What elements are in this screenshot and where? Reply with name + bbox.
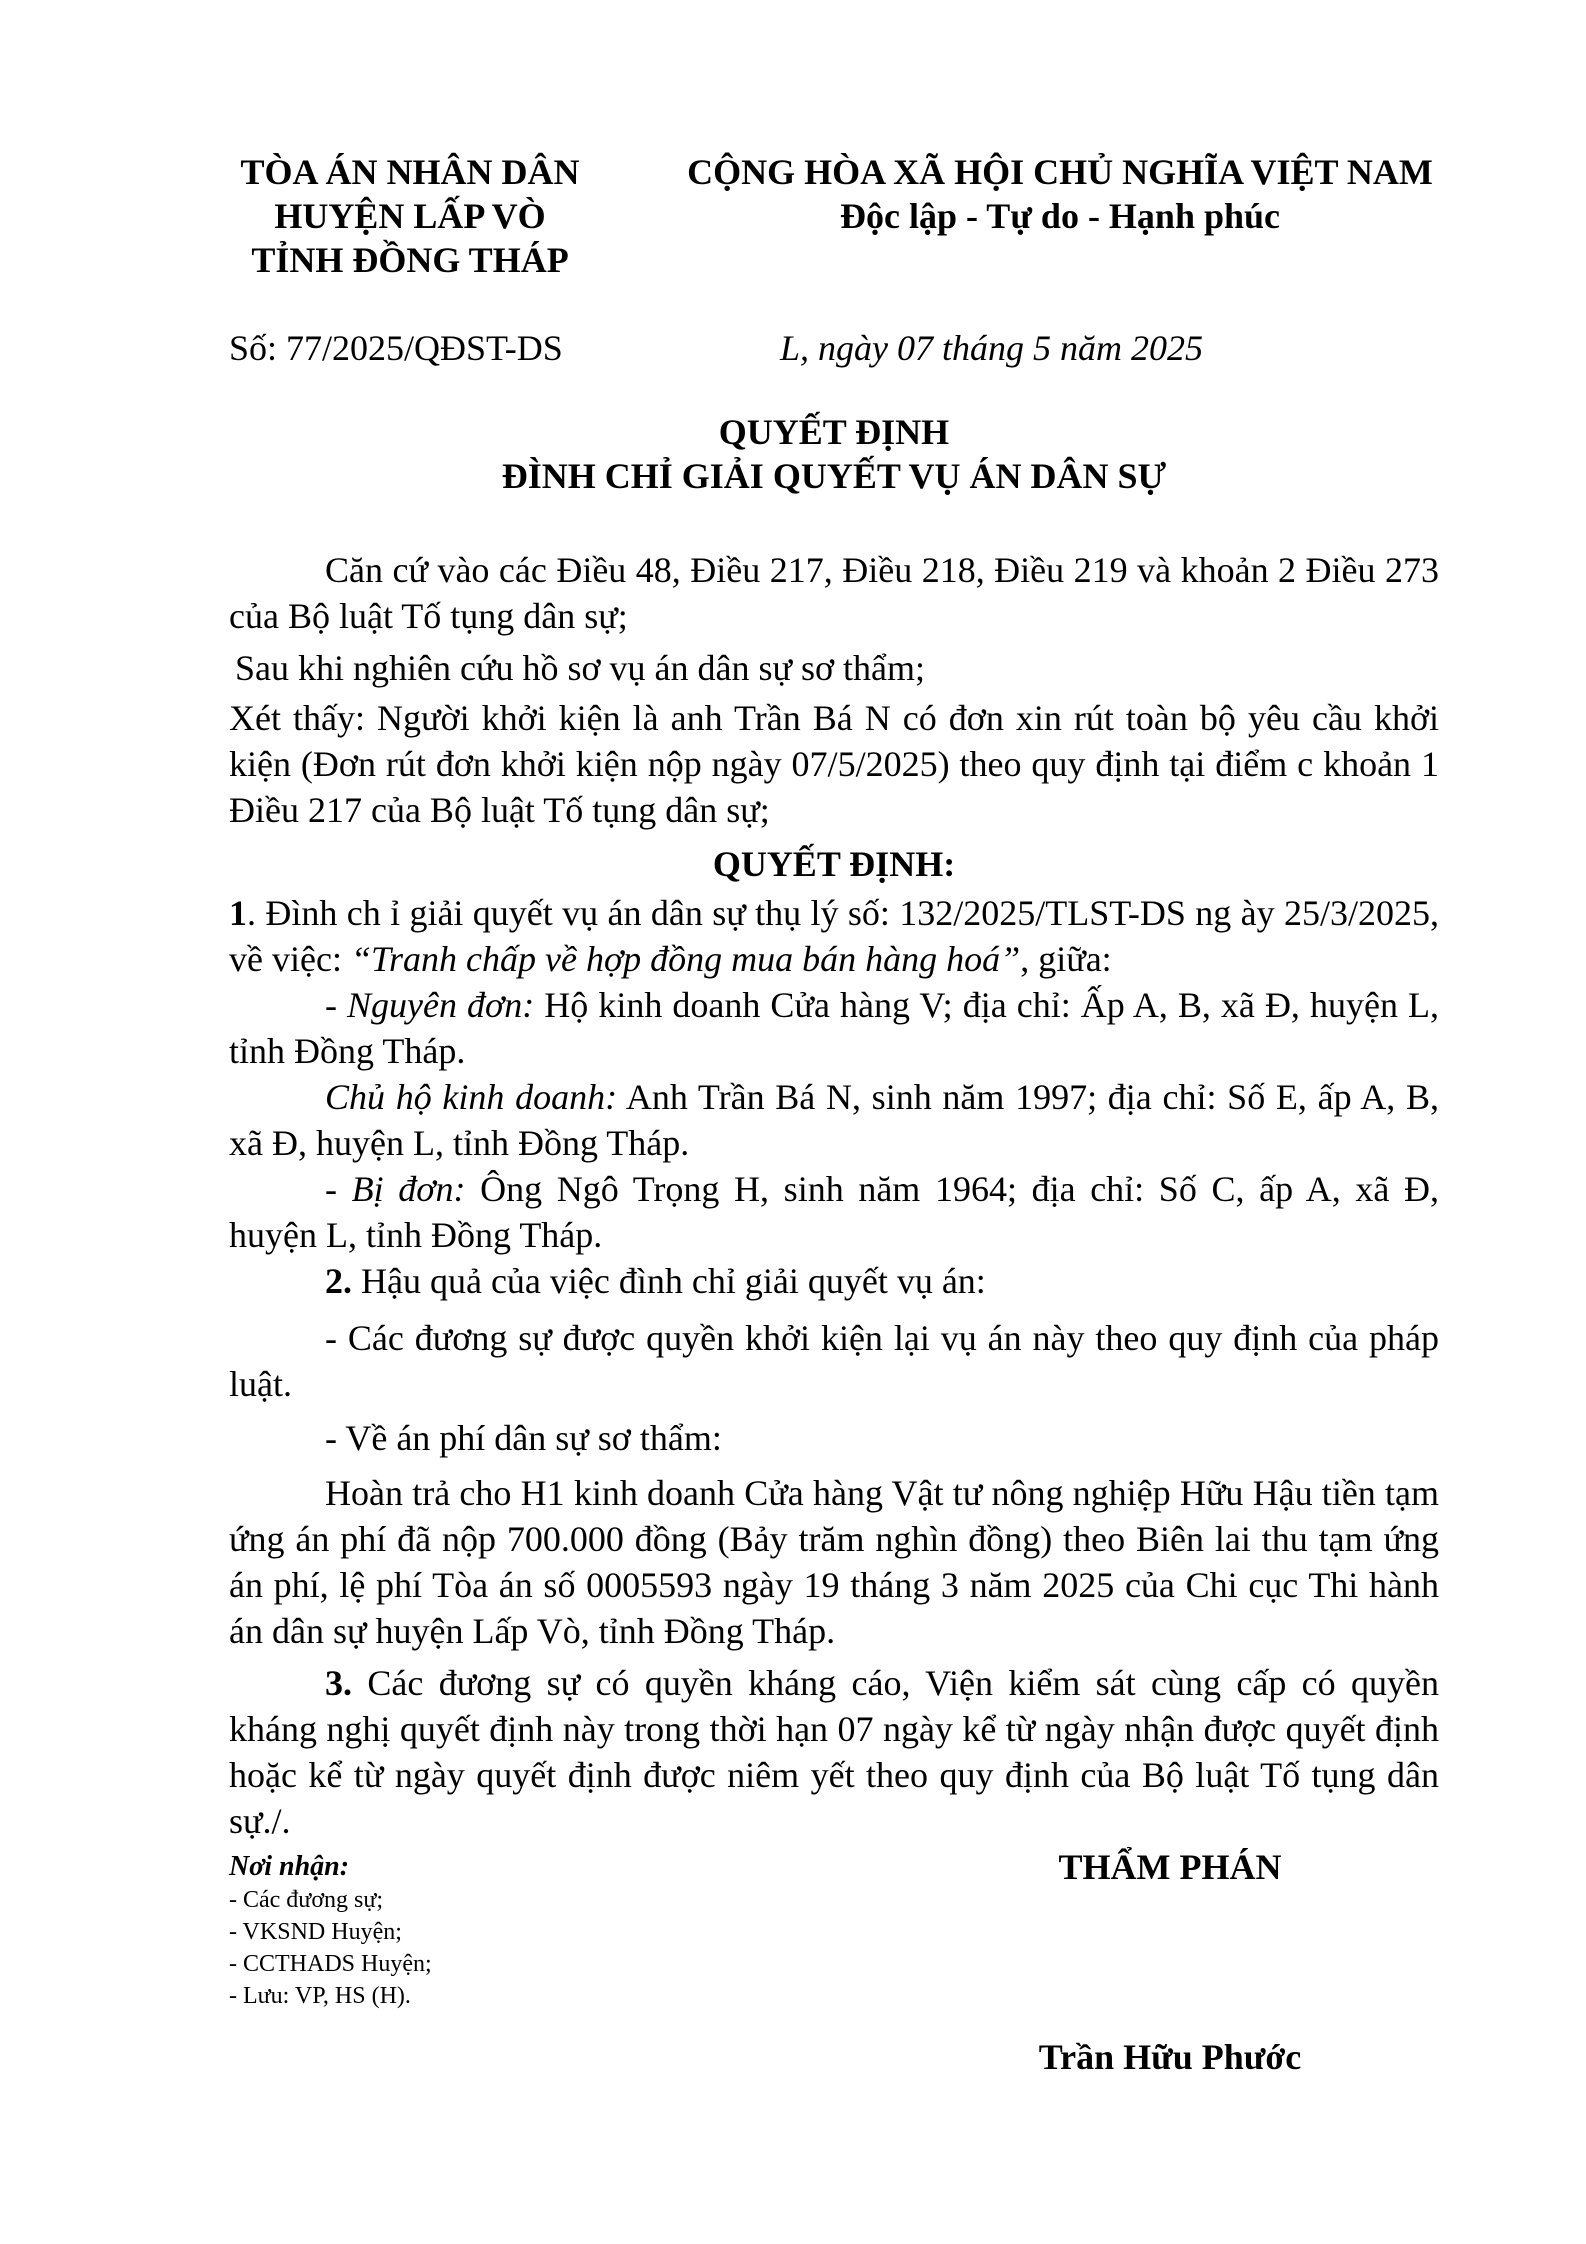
document-title — [229, 410, 1439, 498]
plaintiff-paragraph: - Nguyên đơn: Hộ kinh doanh Cửa hàng V; địa chỉ: Ấp A, B, xã Đ, huyện L, tỉnh Đồng Tháp. — [229, 985, 1439, 1071]
item-2-number: 2. — [325, 1261, 352, 1301]
owner-text: Anh Trần Bá N, sinh năm 1997; địa chỉ: Số E, ấp A, B, xã Đ, huyện L, tỉnh Đồng Tháp. — [229, 1077, 1440, 1163]
owner-label: Chủ hộ kinh doanh: — [325, 1077, 618, 1117]
defendant-text: Ông Ngô Trọng H, sinh năm 1964; địa chỉ: Số C, ấp A, xã Đ, huyện L, tỉnh Đồng Tháp. — [229, 1169, 1439, 1255]
recipients-heading: Nơi nhận: — [229, 1851, 350, 1882]
recipients-block — [229, 1850, 432, 2012]
national-motto-block — [660, 150, 1460, 238]
plaintiff-label: Nguyên đơn: — [347, 985, 535, 1025]
defendant-label: Bị đơn: — [351, 1169, 466, 1209]
decision-item-2 — [229, 1258, 1439, 1304]
court-name-line3: TỈNH ĐỒNG THÁP — [251, 240, 569, 280]
court-name-line2: HUYỆN LẤP VÒ — [274, 196, 546, 236]
plaintiff-text: Hộ kinh doanh Cửa hàng V; địa chỉ: Ấp A, B, xã Đ, huyện L, tỉnh Đồng Tháp. — [229, 985, 1439, 1071]
recipient-item: - VKSND Huyện; — [229, 1919, 402, 1945]
owner-paragraph — [229, 1074, 1439, 1166]
item-2-sub1: - Các đương sự được quyền khởi kiện lại vụ án này theo quy định của pháp luật. — [229, 1318, 1439, 1404]
item-3-text: Các đương sự có quyền kháng cáo, Viện kiểm sát cùng cấp có quyền kháng nghị quyết định này trong thời hạn 07 ngày kể từ ngày nhận được quyết định hoặc kể từ ngày quyết định được niêm yết theo quy định của Bộ luật Tố tụng dân sự./. — [229, 1663, 1439, 1841]
document-number: Số: 77/2025/QĐST-DS — [229, 328, 563, 368]
item-3-number: 3. — [325, 1663, 352, 1703]
item-1-text: . Đình ch ỉ giải quyết vụ án dân sự thụ lý số: 132/2025/TLST-DS ng ày 25/3/2025, về việc: — [229, 893, 1439, 979]
document-date: L, ngày 07 tháng 5 năm 2025 — [780, 328, 1203, 368]
recipient-item: - CCTHADS Huyện; — [229, 1951, 432, 1977]
decision-heading: QUYẾT ĐỊNH: — [712, 844, 956, 884]
signature-name: Trần Hữu Phước — [1038, 2037, 1302, 2077]
item-1-text-end: , giữa: — [1020, 939, 1112, 979]
item-2-text: Hậu quả của việc đình chỉ giải quyết vụ án: — [352, 1261, 986, 1301]
national-name: CỘNG HÒA XÃ HỘI CHỦ NGHĨA VIỆT NAM — [687, 152, 1433, 192]
preamble-legal-basis: Căn cứ vào các Điều 48, Điều 217, Điều 218, Điều 219 và khoản 2 Điều 273 của Bộ luật Tố tụng dân sự; — [229, 550, 1439, 636]
decision-item-1 — [229, 890, 1439, 982]
case-name: “Tranh chấp về hợp đồng mua bán hàng hoá” — [350, 939, 1021, 979]
signature-role: THẨM PHÁN — [1058, 1847, 1282, 1887]
decision-item-3 — [229, 1660, 1439, 1844]
preamble-finding: Xét thấy: Người khởi kiện là anh Trần Bá N có đơn xin rút toàn bộ yêu cầu khởi kiện (Đơn rút đơn khởi kiện nộp ngày 07/5/2025) theo quy định tại điểm c khoản 1 Điều 217 của Bộ luật Tố tụng dân sự; — [229, 698, 1439, 830]
preamble-review: Sau khi nghiên cứu hồ sơ vụ án dân sự sơ thẩm; — [235, 648, 926, 688]
recipient-item: - Lưu: VP, HS (H). — [229, 1983, 411, 2009]
court-name-line1: TÒA ÁN NHÂN DÂN — [240, 152, 580, 192]
item-1-number: 1 — [229, 893, 247, 933]
court-name-block — [200, 150, 620, 282]
national-motto: Độc lập - Tự do - Hạnh phúc — [839, 196, 1281, 236]
defendant-paragraph: - Bị đơn: Ông Ngô Trọng H, sinh năm 1964; địa chỉ: Số C, ấp A, xã Đ, huyện L, tỉnh Đồng Tháp. — [229, 1169, 1439, 1255]
title-line1: QUYẾT ĐỊNH — [718, 412, 950, 452]
item-2-sub2: - Về án phí dân sự sơ thẩm: — [325, 1418, 722, 1458]
fee-refund-paragraph: Hoàn trả cho H1 kinh doanh Cửa hàng Vật tư nông nghiệp Hữu Hậu tiền tạm ứng án phí đã nộp 700.000 đồng (Bảy trăm nghìn đồng) theo Biên lai thu tạm ứng án phí, lệ phí Tòa án số 0005593 ngày 19 tháng 3 năm 2025 của Chi cục Thi hành án dân sự huyện Lấp Vò, tỉnh Đồng Tháp. — [229, 1473, 1439, 1651]
title-line2: ĐÌNH CHỈ GIẢI QUYẾT VỤ ÁN DÂN SỰ — [501, 456, 1167, 496]
recipient-item: - Các đương sự; — [229, 1887, 384, 1913]
